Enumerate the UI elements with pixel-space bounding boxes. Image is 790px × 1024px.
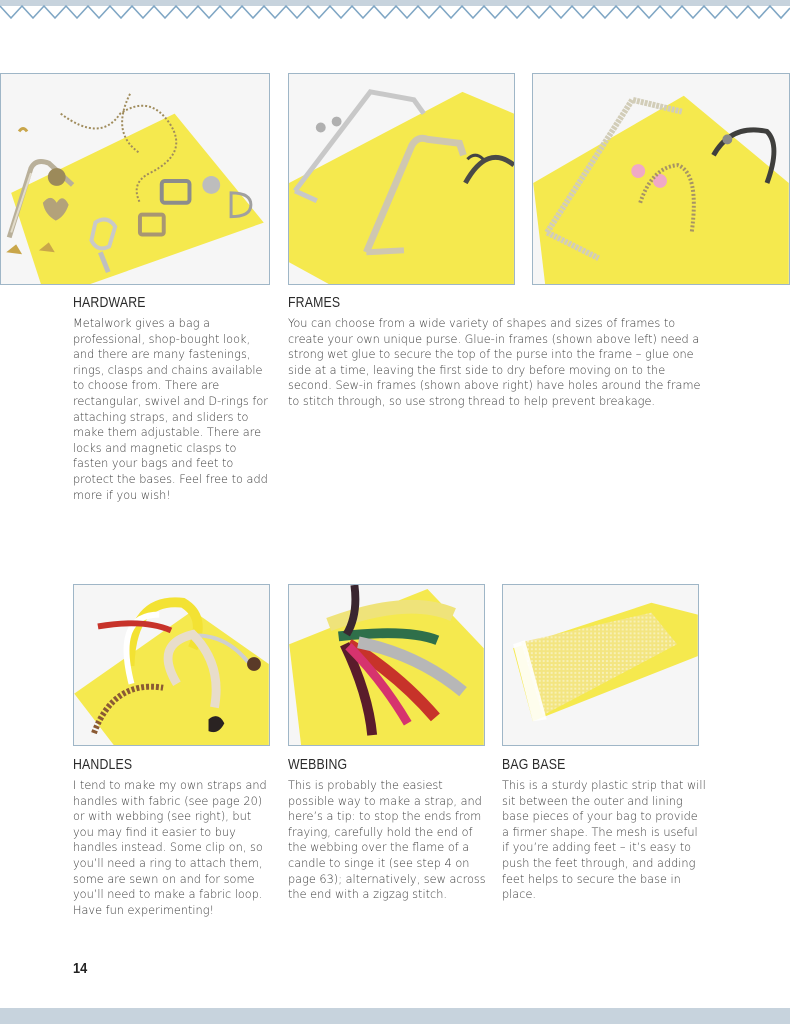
hardware-photo <box>0 73 270 285</box>
bottom-band <box>0 1008 790 1024</box>
page-number: 14 <box>73 960 88 977</box>
bag-base-photo <box>502 584 699 746</box>
frames-body: You can choose from a wide variety of shapes and sizes of frames to create your own unique purse. Glue-in frames (shown above left) need a strong wet glue to secure the top of the purse into the frame – glue one side at a time, leaving the first side to dry before moving on to the second. Sew-in frames (shown above right) have holes around the frame to stitch through, so use strong thread to help prevent breakage. <box>288 317 701 408</box>
bag-base-heading: BAG BASE <box>502 756 566 773</box>
hardware-body: Metalwork gives a bag a professional, shop-bought look, and there are many fastenings, rings, clasps and chains available to choose from. There are rectangular, swivel and D-rings for attaching straps, and sliders to make them adjustable. There are locks and magnetic clasps to fasten your bags and feet to protect the bases. Feel free to add more if you wish! <box>73 317 268 502</box>
webbing-body: This is probably the easiest possible way to make a strap, and here’s a tip: to stop the ends from fraying, carefully hold the end of the webbing over the flame of a candle to singe it (see step 4 on page 63); alternatively, sew across the end with a zigzag stitch. <box>288 779 486 902</box>
sew-in-frames-photo <box>532 73 790 285</box>
hardware-heading: HARDWARE <box>73 294 146 311</box>
handles-body: I tend to make my own straps and handles with fabric (see page 20) or with webbing (see right), but you may find it easier to buy handles instead. Some clip on, so you’ll need a ring to attach them, some are sewn on and for some you’ll need to make a fabric loop. Have fun experimenting! <box>73 779 267 917</box>
handles-heading: HANDLES <box>73 756 133 773</box>
webbing-photo <box>288 584 485 746</box>
handles-photo <box>73 584 270 746</box>
glue-in-frames-photo <box>288 73 515 285</box>
webbing-heading: WEBBING <box>288 756 348 773</box>
top-zigzag-band <box>0 0 790 22</box>
bag-base-body: This is a sturdy plastic strip that will sit between the outer and lining base pieces of your bag to provide a firmer shape. The mesh is useful if you’re adding feet – it’s easy to push the feet through, and adding feet helps to secure the base in place. <box>502 779 706 902</box>
frames-heading: FRAMES <box>288 294 341 311</box>
